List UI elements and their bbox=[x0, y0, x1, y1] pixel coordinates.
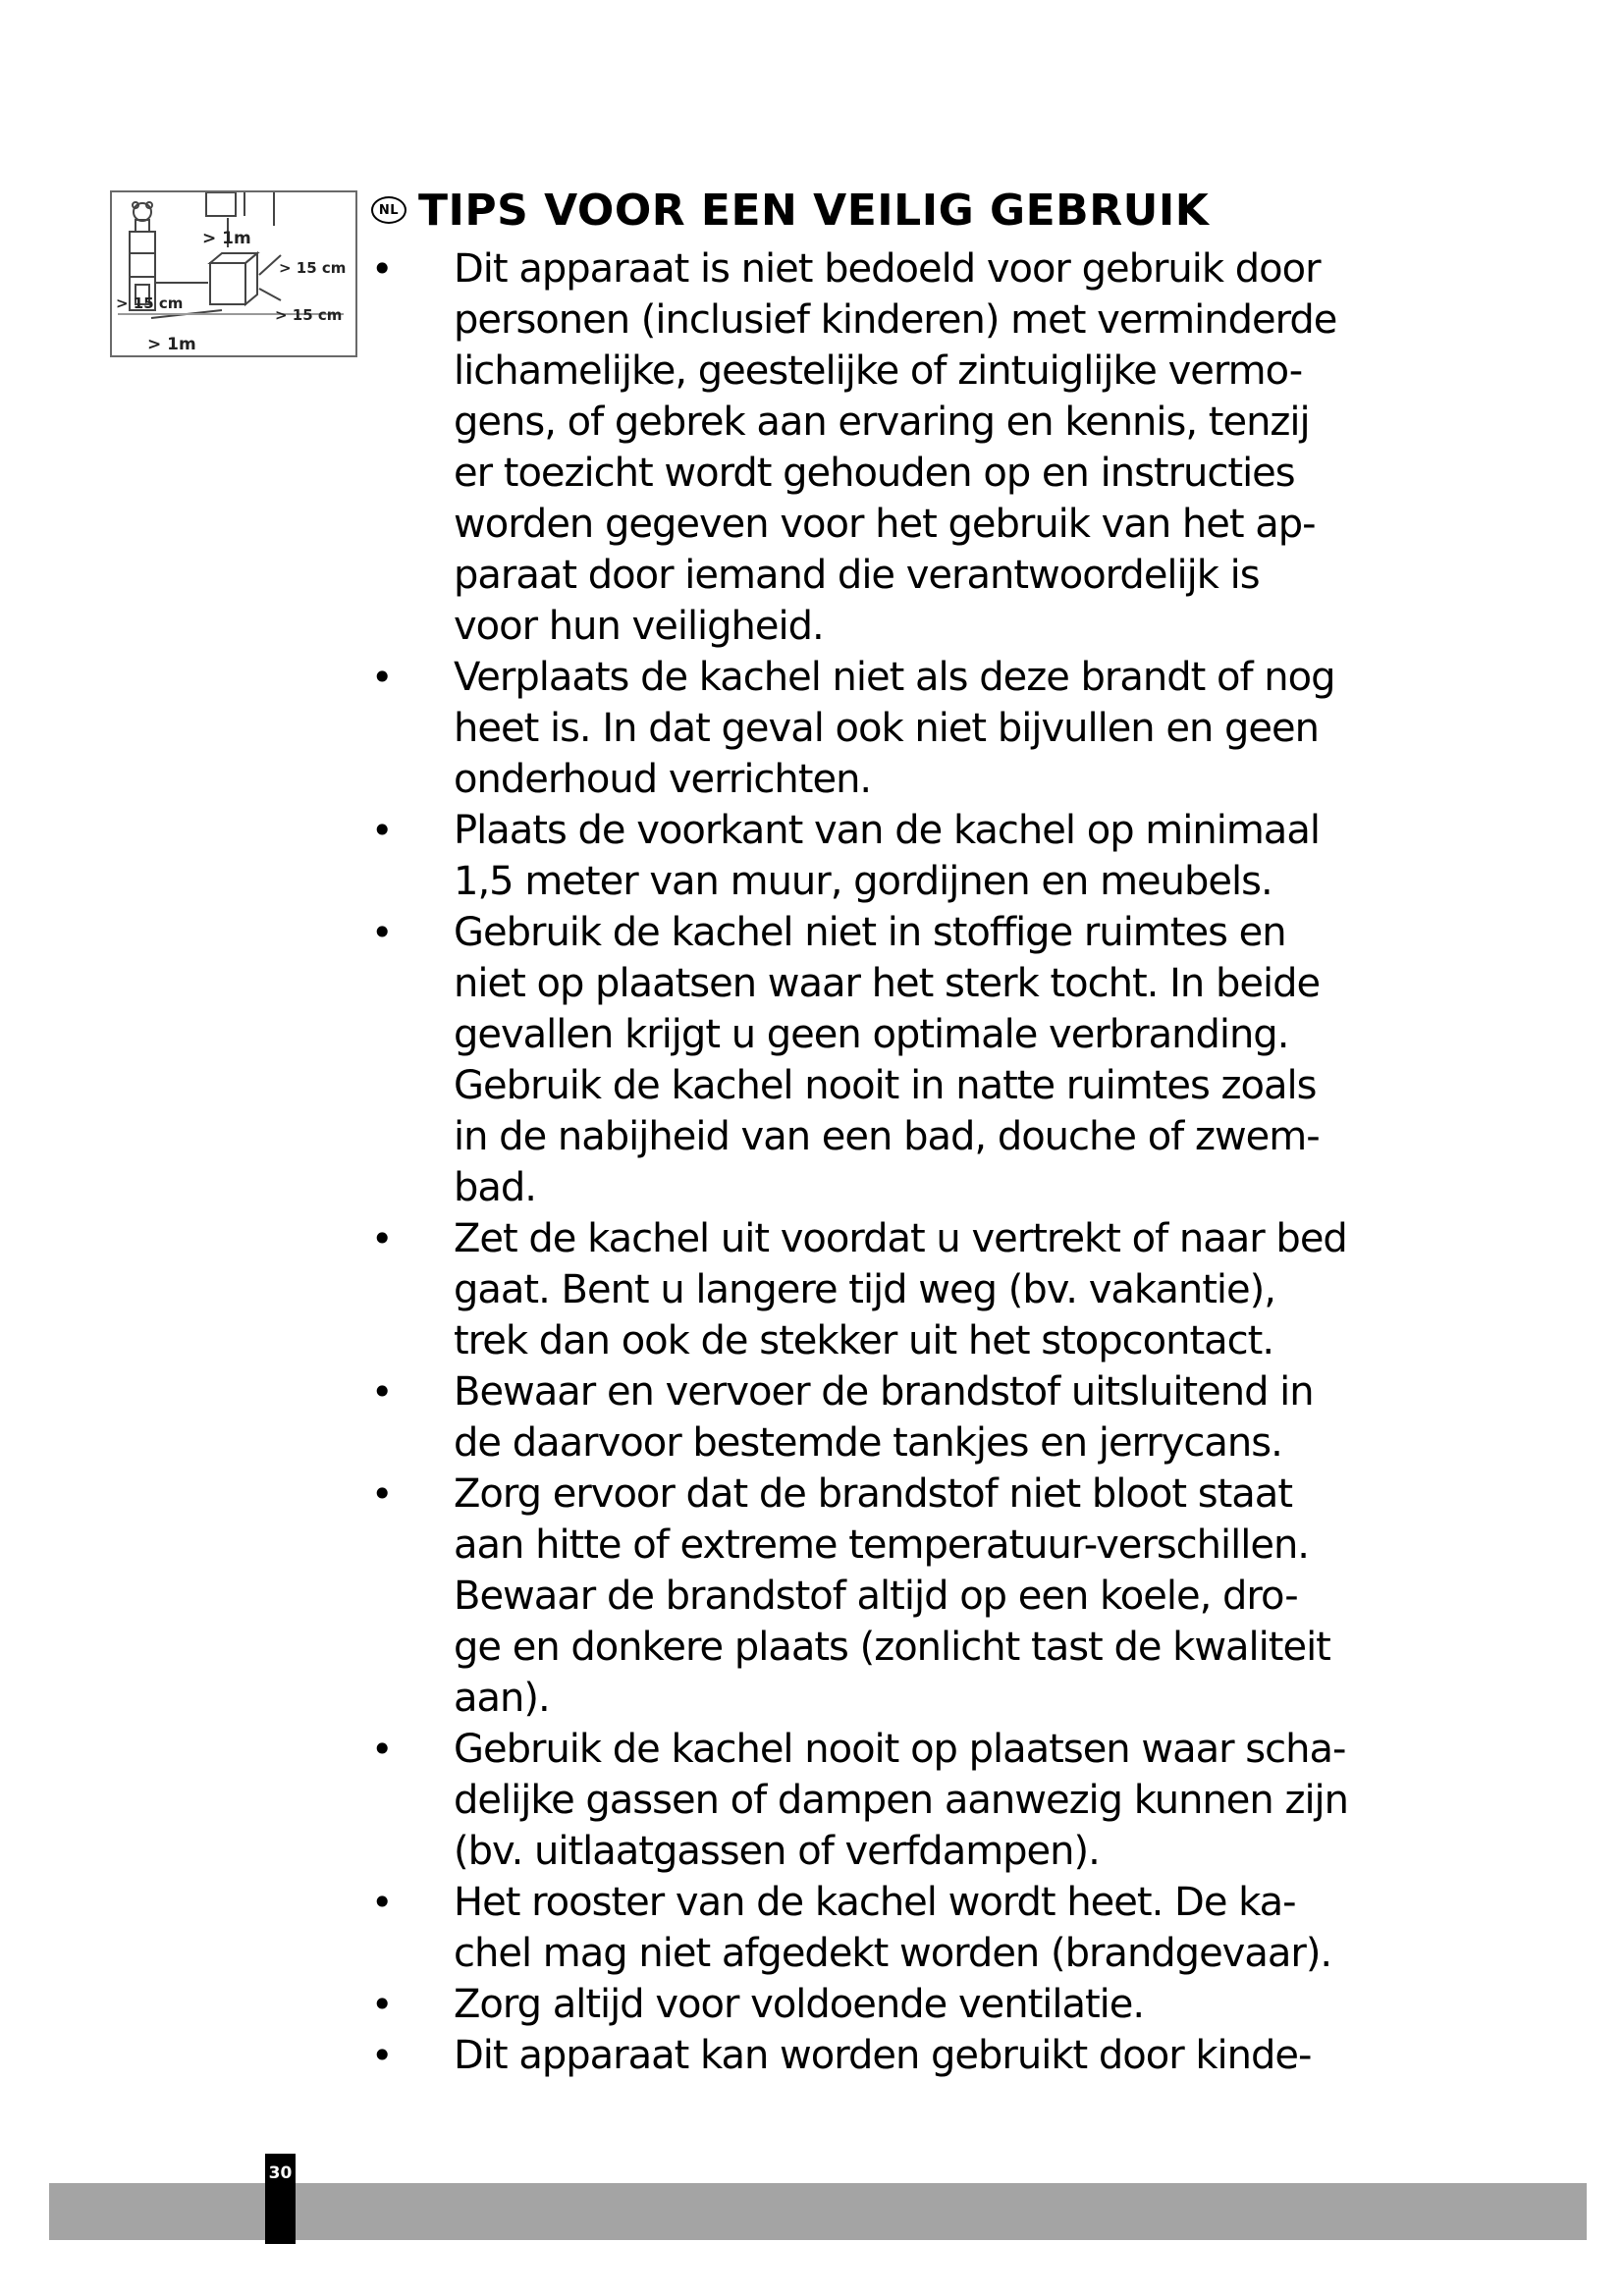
clearance-diagram bbox=[110, 190, 357, 357]
bullet-icon: • bbox=[371, 656, 394, 699]
section-heading bbox=[371, 183, 1209, 238]
heater-clearance-icon bbox=[112, 192, 355, 355]
list-item bbox=[371, 2030, 1490, 2081]
bullet-icon: • bbox=[371, 911, 394, 954]
list-item bbox=[371, 805, 1490, 907]
label-left: > 15 cm bbox=[116, 294, 184, 312]
label-top: > 1m bbox=[202, 229, 251, 248]
tip-text: Gebruik de kachel nooit op plaatsen waar scha- delijke gassen of dampen aanwezig kunnen zijn (bv. uitlaatgassen of verfdampen). bbox=[454, 1727, 1349, 1874]
tip-text: Gebruik de kachel niet in stoffige ruimtes en niet op plaatsen waar het sterk tocht. In beide gevallen krijgt u geen optimale verbranding. Gebruik de kachel nooit in natte ruimtes zoals in de nabijheid van een bad, douche of zwem- bad. bbox=[454, 910, 1321, 1210]
tip-text: Zet de kachel uit voordat u vertrekt of naar bed gaat. Bent u langere tijd weg (bv. vakantie), trek dan ook de stekker uit het stopcontact. bbox=[454, 1216, 1347, 1363]
bullet-icon: • bbox=[371, 1217, 394, 1260]
language-badge: NL bbox=[371, 196, 406, 224]
page-number: 30 bbox=[265, 2154, 296, 2244]
list-item bbox=[371, 1724, 1490, 1877]
bullet-icon: • bbox=[371, 809, 394, 852]
list-item bbox=[371, 1366, 1490, 1468]
tip-text: Zorg altijd voor voldoende ventilatie. bbox=[454, 1982, 1145, 2027]
list-item bbox=[371, 243, 1490, 652]
safety-tips-list bbox=[371, 243, 1490, 2081]
list-item bbox=[371, 652, 1490, 805]
list-item bbox=[371, 1213, 1490, 1366]
tip-text: Dit apparaat kan worden gebruikt door kinde- bbox=[454, 2033, 1312, 2078]
label-bottom: > 1m bbox=[147, 335, 196, 354]
bullet-icon: • bbox=[371, 2034, 394, 2077]
bullet-icon: • bbox=[371, 1881, 394, 1924]
tip-text: Bewaar en vervoer de brandstof uitsluitend in de daarvoor bestemde tankjes en jerrycans. bbox=[454, 1369, 1314, 1466]
tip-text: Plaats de voorkant van de kachel op minimaal 1,5 meter van muur, gordijnen en meubels. bbox=[454, 808, 1320, 904]
label-right-upper: > 15 cm bbox=[279, 259, 347, 277]
list-item bbox=[371, 1979, 1490, 2030]
label-right-lower: > 15 cm bbox=[275, 306, 343, 324]
tip-text: Het rooster van de kachel wordt heet. De ka- chel mag niet afgedekt worden (brandgevaar). bbox=[454, 1880, 1332, 1976]
tip-text: Verplaats de kachel niet als deze brandt of nog heet is. In dat geval ook niet bijvullen en geen onderhoud verrichten. bbox=[454, 655, 1335, 802]
tip-text: Zorg ervoor dat de brandstof niet bloot staat aan hitte of extreme temperatuur-verschillen. Bewaar de brandstof altijd op een koele, dro- ge en donkere plaats (zonlicht tast de kwaliteit aan). bbox=[454, 1471, 1330, 1721]
tip-text: Dit apparaat is niet bedoeld voor gebruik door personen (inclusief kinderen) met verminderde lichamelijke, geestelijke of zintuiglijke vermo- gens, of gebrek aan ervaring en kennis, tenzij er toezicht wordt gehouden op en instructies worden gegeven voor het gebruik van het ap- paraat door iemand die verantwoordelijk is voor hun veiligheid. bbox=[454, 246, 1337, 649]
bullet-icon: • bbox=[371, 247, 394, 291]
bullet-icon: • bbox=[371, 1983, 394, 2026]
list-item bbox=[371, 1468, 1490, 1724]
list-item bbox=[371, 1877, 1490, 1979]
list-item bbox=[371, 907, 1490, 1213]
bullet-icon: • bbox=[371, 1472, 394, 1516]
page-title: TIPS VOOR EEN VEILIG GEBRUIK bbox=[418, 185, 1210, 236]
bullet-icon: • bbox=[371, 1728, 394, 1771]
bullet-icon: • bbox=[371, 1370, 394, 1414]
